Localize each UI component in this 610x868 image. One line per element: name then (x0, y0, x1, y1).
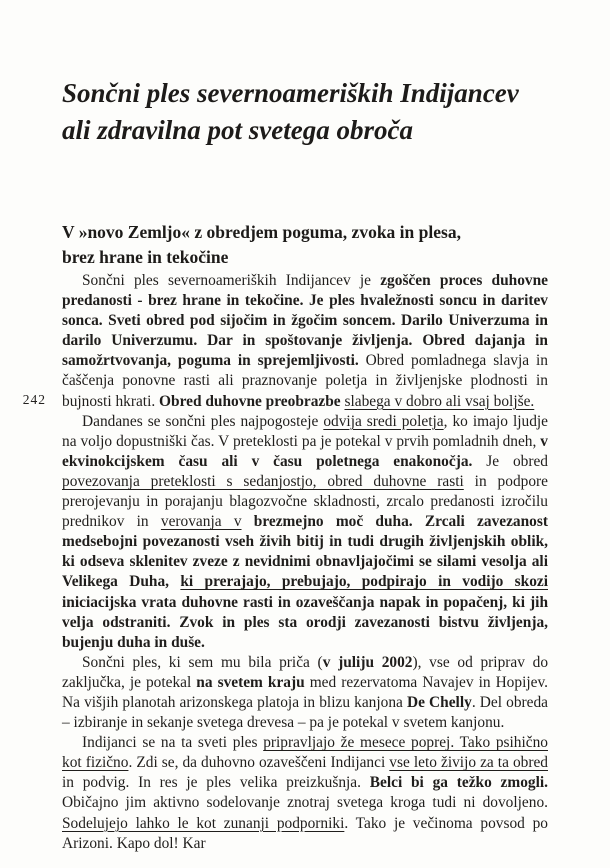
text-run: iniciacijska vrata duhovne rasti in ozaveščanja napak in popačenj, ki jih velja odstraniti. Zvok in ples sta orodji zavezanosti bistvu življenja, bujenju duha in duše. (62, 593, 548, 651)
text-run: Indijanci se na ta sveti ples (82, 734, 264, 752)
heading-line: brez hrane in tekočine (62, 246, 229, 267)
text-run: zgoščen proces duhovne predanosti - brez hrane in tekočine. Je ples hvaležnosti soncu in daritev sonca. Sveti obred pod sijočim in žgočim soncem. Darilo Univerzuma in darilo Univerzumu. Dar in spoštovanje življenja. Obred dajanja in samožrtvovanja, poguma in sprejemljivosti. (62, 272, 548, 370)
paragraph (62, 653, 548, 733)
paragraph (62, 412, 548, 653)
text-run: in podvig. In res je ples velika preizkušnja. (62, 774, 370, 792)
text-run: in podpore prerojevanju in porajanju blagozvočne skladnosti, zrcalo predanosti izročilu prednikov in (62, 472, 548, 531)
text-run: . Del obreda – izbiranje in sekanje svetega drevesa – pa je potekal v svetem kanjonu. (62, 693, 549, 732)
text-run: Obred duhovne preobrazbe (159, 392, 345, 410)
paragraph (62, 733, 548, 854)
text-run: Sončni ples, ki sem mu bila priča ( (82, 653, 323, 671)
page-number: 242 (22, 392, 46, 407)
article-body (62, 271, 548, 854)
section-heading (62, 220, 552, 270)
text-run: verovanja v (160, 513, 242, 531)
text-run: Sodelujejo lahko le kot zunanji podporniki (62, 814, 345, 832)
text-run: De Chelly (406, 693, 472, 711)
text-run: vse leto živijo za ta obred (389, 754, 548, 772)
text-run: na svetem kraju (196, 673, 305, 691)
text-run: Dandanes se sončni ples najpogosteje (82, 412, 324, 430)
title-line: ali zdravilna pot svetega obroča (62, 115, 413, 146)
heading-line: V »novo Zemljo« z obredjem poguma, zvoka in plesa, (62, 221, 461, 242)
text-run: Belci bi ga težko zmogli. (369, 774, 548, 792)
text-run: ki prerajajo, prebujajo, podpirajo in vodijo skozi (180, 573, 548, 591)
paragraph (62, 271, 548, 412)
text-run: v ekvinokcijskem času ali v času poletnega enakonočja. (62, 432, 548, 470)
text-run: Je obred (472, 452, 549, 470)
text-run: v juliju 2002 (322, 653, 413, 671)
title-line: Sončni ples severnoameriških Indijancev (62, 78, 519, 109)
text-run: . Zdi se, da duhovno ozaveščeni Indijanci (128, 754, 390, 772)
text-run: , ko imajo ljudje na voljo dopustniški čas. V preteklosti pa je potekal v prvih pomladnih dneh, (62, 412, 548, 450)
text-run: povezovanja preteklosti s sedanjostjo, obred duhovne rasti (62, 472, 464, 490)
text-run: Obred pomladnega slavja in čaščenja ponovne rasti ali praznovanje poletja in življenjske plodnosti in bujnosti hkrati. (62, 352, 549, 410)
text-run: . Tako je večinoma povsod po Arizoni. Kapo dol! Kar (62, 814, 548, 852)
text-run: Sončni ples severnoameriških Indijancev je (82, 272, 381, 289)
text-run: Običajno jim aktivno sodelovanje znotraj svetega kroga tudi ni dovoljeno. (62, 794, 548, 812)
text-run: med rezervatoma Navajev in Hopijev. Na višjih planotah arizonskega platoja in blizu kanjona (62, 673, 549, 711)
text-run: odvija sredi poletja (323, 412, 444, 430)
text-run: ), vse od priprav do zaključka, je potekal (62, 653, 549, 691)
article-title (62, 75, 562, 149)
text-run: brezmejno moč duha. Zrcali zavezanost medsebojni povezanosti vseh živih bitij in tudi drugih življenjskih oblik, ki odseva sklenitev zveze z nevidnimi obnavljajočimi se silami vesolja ali Velikega Duha, (62, 513, 548, 591)
text-run: slabega v dobro ali vsaj boljše. (344, 392, 535, 410)
text-run: pripravljajo že mesece poprej. Tako psihično kot fizično (62, 734, 548, 772)
